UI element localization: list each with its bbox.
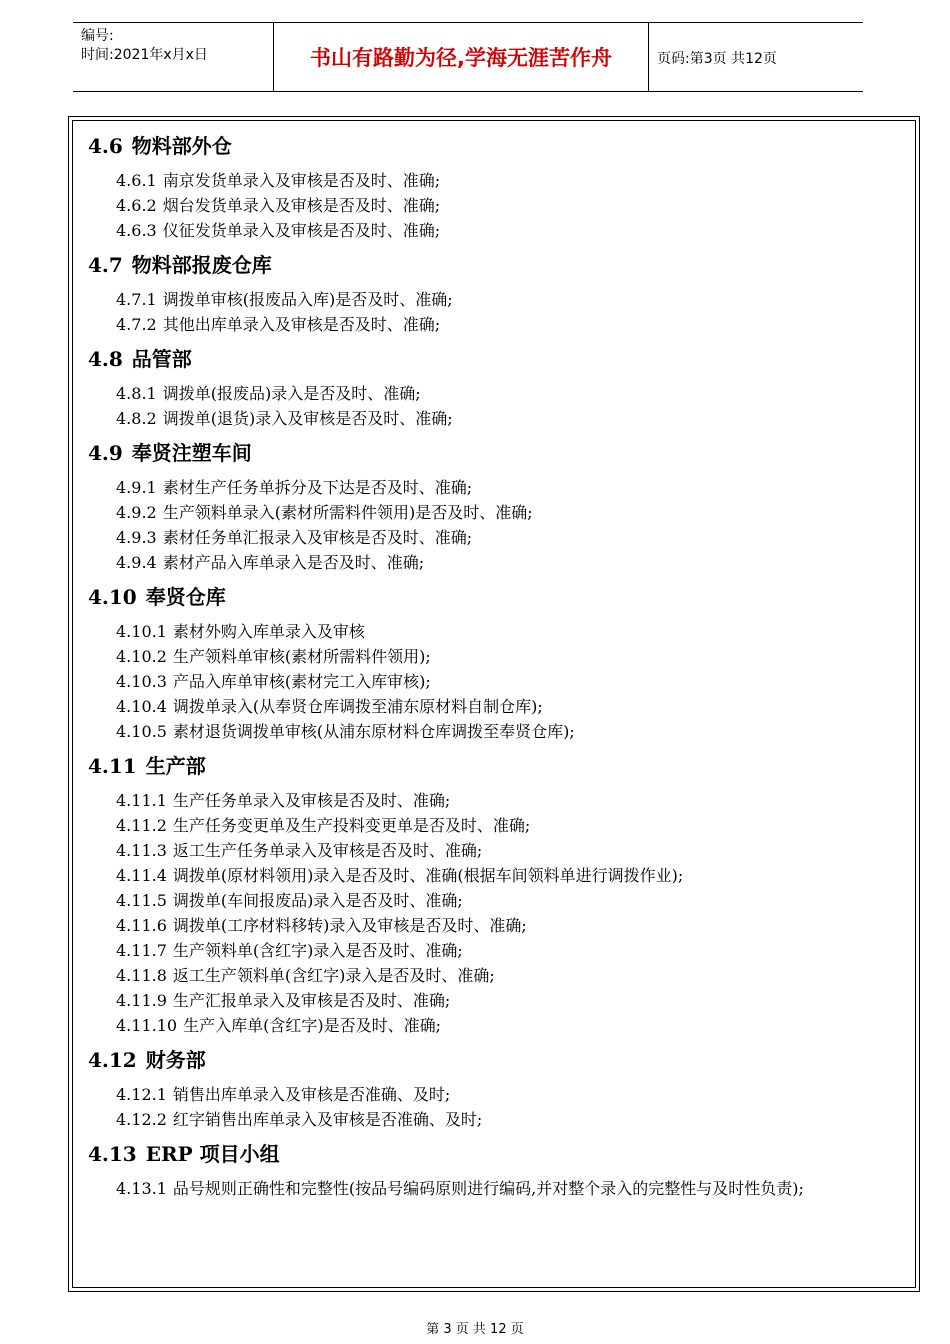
list-item xyxy=(88,963,908,988)
item-text: 红字销售出库单录入及审核是否准确、及时; xyxy=(172,1110,483,1129)
item-number: 4.11.6 xyxy=(116,916,167,935)
item-number: 4.11.10 xyxy=(116,1016,178,1035)
section-title: 奉贤注塑车间 xyxy=(131,441,252,465)
item-number: 4.10.5 xyxy=(116,722,167,741)
section-number: 4.8 xyxy=(88,347,123,371)
section-title: 物料部外仓 xyxy=(131,134,232,158)
item-text: 烟台发货单录入及审核是否及时、准确; xyxy=(162,196,441,215)
document-time-label: 时间:2021年x月x日 xyxy=(81,47,208,63)
list-item xyxy=(88,525,908,550)
item-number: 4.7.1 xyxy=(116,290,157,309)
section-heading xyxy=(88,748,908,784)
item-number: 4.11.4 xyxy=(116,866,167,885)
list-item xyxy=(88,1013,908,1038)
list-item xyxy=(88,788,908,813)
item-text: 素材外购入库单录入及审核 xyxy=(172,622,365,641)
item-text: 生产领料单(含红字)录入是否及时、准确; xyxy=(172,941,463,960)
item-text: 调拨单(退货)录入及审核是否及时、准确; xyxy=(162,409,453,428)
document-number-label: 编号: xyxy=(81,28,114,44)
list-item xyxy=(88,406,908,431)
list-item xyxy=(88,312,908,337)
page-footer xyxy=(0,1318,950,1337)
list-item xyxy=(88,694,908,719)
list-item xyxy=(88,888,908,913)
list-item xyxy=(88,988,908,1013)
section-title: ERP 项目小组 xyxy=(145,1142,280,1166)
header-motto: 书山有路勤为径,学海无涯苦作舟 xyxy=(273,23,649,91)
item-text: 素材生产任务单拆分及下达是否及时、准确; xyxy=(162,478,473,497)
item-number: 4.11.8 xyxy=(116,966,167,985)
section-number: 4.6 xyxy=(88,134,123,158)
item-text: 生产入库单(含红字)是否及时、准确; xyxy=(183,1016,441,1035)
section-heading xyxy=(88,1136,908,1172)
item-number: 4.11.9 xyxy=(116,991,167,1010)
item-number: 4.6.1 xyxy=(116,171,157,190)
list-item xyxy=(88,863,908,888)
list-item xyxy=(88,938,908,963)
item-text: 品号规则正确性和完整性(按品号编码原则进行编码,并对整个录入的完整性与及时性负责); xyxy=(172,1179,804,1198)
list-item xyxy=(88,813,908,838)
section-title: 物料部报废仓库 xyxy=(131,253,272,277)
section-title: 财务部 xyxy=(145,1048,206,1072)
document-body xyxy=(88,128,908,1205)
item-text: 返工生产任务单录入及审核是否及时、准确; xyxy=(172,841,483,860)
section-heading xyxy=(88,1042,908,1078)
item-text: 素材产品入库单录入是否及时、准确; xyxy=(162,553,425,572)
section-title: 奉贤仓库 xyxy=(145,585,226,609)
item-text: 素材退货调拨单审核(从浦东原材料仓库调拨至奉贤仓库); xyxy=(172,722,575,741)
item-number: 4.9.4 xyxy=(116,553,157,572)
item-number: 4.10.3 xyxy=(116,672,167,691)
item-text: 调拨单(报废品)录入是否及时、准确; xyxy=(162,384,421,403)
list-item xyxy=(88,838,908,863)
list-item xyxy=(88,500,908,525)
item-text: 生产任务单录入及审核是否及时、准确; xyxy=(172,791,451,810)
item-number: 4.9.2 xyxy=(116,503,157,522)
section-heading xyxy=(88,128,908,164)
list-item xyxy=(88,644,908,669)
list-item xyxy=(88,287,908,312)
item-number: 4.11.1 xyxy=(116,791,167,810)
item-text: 产品入库单审核(素材完工入库审核); xyxy=(172,672,431,691)
list-item xyxy=(88,669,908,694)
item-text: 南京发货单录入及审核是否及时、准确; xyxy=(162,171,441,190)
section-number: 4.13 xyxy=(88,1142,137,1166)
item-number: 4.11.3 xyxy=(116,841,167,860)
list-item xyxy=(88,193,908,218)
item-text: 生产任务变更单及生产投料变更单是否及时、准确; xyxy=(172,816,531,835)
section-number: 4.9 xyxy=(88,441,123,465)
list-item xyxy=(88,381,908,406)
list-item xyxy=(88,1176,908,1201)
section-title: 生产部 xyxy=(145,754,206,778)
section-heading xyxy=(88,341,908,377)
item-text: 素材任务单汇报录入及审核是否及时、准确; xyxy=(162,528,473,547)
section-heading xyxy=(88,579,908,615)
header-page-info: 页码:第3页 共12页 xyxy=(657,51,777,67)
section-title: 品管部 xyxy=(131,347,192,371)
item-text: 调拨单(工序材料移转)录入及审核是否及时、准确; xyxy=(172,916,527,935)
footer-page-number: 第 3 页 共 12 页 xyxy=(426,1322,524,1337)
item-number: 4.12.1 xyxy=(116,1085,167,1104)
section-number: 4.10 xyxy=(88,585,137,609)
list-item xyxy=(88,1082,908,1107)
item-number: 4.12.2 xyxy=(116,1110,167,1129)
item-number: 4.11.2 xyxy=(116,816,167,835)
item-text: 销售出库单录入及审核是否准确、及时; xyxy=(172,1085,451,1104)
list-item xyxy=(88,550,908,575)
section-heading xyxy=(88,435,908,471)
item-text: 调拨单审核(报废品入库)是否及时、准确; xyxy=(162,290,453,309)
item-number: 4.6.2 xyxy=(116,196,157,215)
page-header xyxy=(73,22,863,92)
list-item xyxy=(88,218,908,243)
list-item xyxy=(88,619,908,644)
item-text: 仪征发货单录入及审核是否及时、准确; xyxy=(162,221,441,240)
item-number: 4.10.2 xyxy=(116,647,167,666)
item-number: 4.13.1 xyxy=(116,1179,167,1198)
header-meta xyxy=(73,23,273,91)
item-text: 生产领料单录入(素材所需料件领用)是否及时、准确; xyxy=(162,503,533,522)
item-text: 调拨单录入(从奉贤仓库调拨至浦东原材料自制仓库); xyxy=(172,697,543,716)
section-number: 4.12 xyxy=(88,1048,137,1072)
item-number: 4.9.3 xyxy=(116,528,157,547)
item-number: 4.11.7 xyxy=(116,941,167,960)
list-item xyxy=(88,475,908,500)
item-number: 4.11.5 xyxy=(116,891,167,910)
item-text: 其他出库单录入及审核是否及时、准确; xyxy=(162,315,441,334)
list-item xyxy=(88,168,908,193)
item-number: 4.8.1 xyxy=(116,384,157,403)
list-item xyxy=(88,719,908,744)
item-text: 调拨单(车间报废品)录入是否及时、准确; xyxy=(172,891,463,910)
item-number: 4.7.2 xyxy=(116,315,157,334)
section-number: 4.11 xyxy=(88,754,137,778)
item-number: 4.8.2 xyxy=(116,409,157,428)
section-heading xyxy=(88,247,908,283)
item-text: 返工生产领料单(含红字)录入是否及时、准确; xyxy=(172,966,495,985)
item-text: 调拨单(原材料领用)录入是否及时、准确(根据车间领料单进行调拨作业); xyxy=(172,866,684,885)
list-item xyxy=(88,913,908,938)
item-number: 4.9.1 xyxy=(116,478,157,497)
item-text: 生产领料单审核(素材所需料件领用); xyxy=(172,647,431,666)
item-number: 4.10.4 xyxy=(116,697,167,716)
section-number: 4.7 xyxy=(88,253,123,277)
list-item xyxy=(88,1107,908,1132)
item-text: 生产汇报单录入及审核是否及时、准确; xyxy=(172,991,451,1010)
item-number: 4.6.3 xyxy=(116,221,157,240)
item-number: 4.10.1 xyxy=(116,622,167,641)
